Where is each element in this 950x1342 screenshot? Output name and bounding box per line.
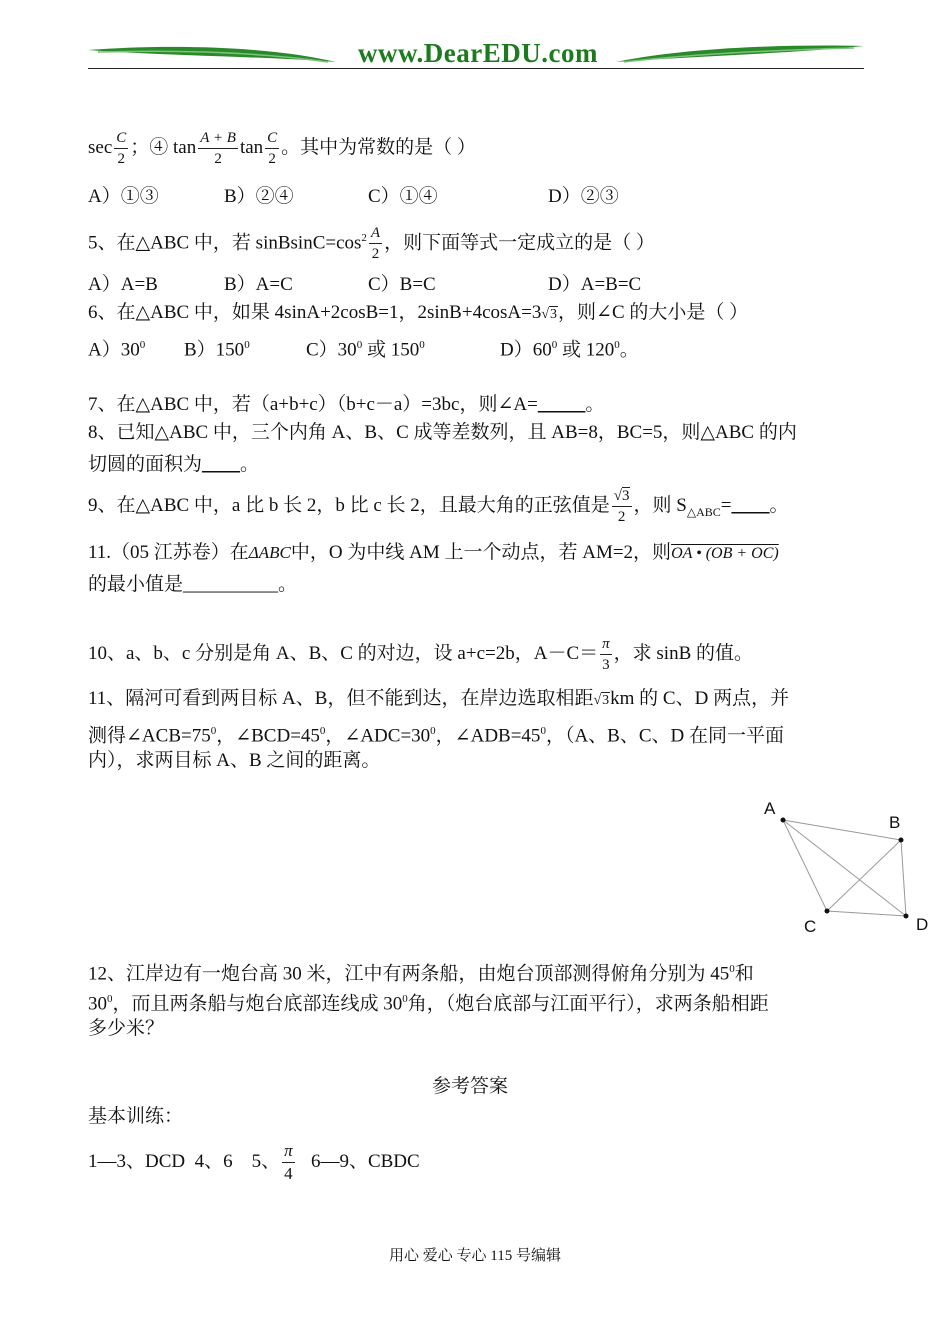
option: D）A=B=C <box>548 274 642 295</box>
page-footer: 用心 爱心 专心 115 号编辑 <box>389 1248 561 1264</box>
question-7: 7、在△ABC 中，若（a+b+c）（b+c－a）=3bc，则∠A=_____。 <box>88 394 605 415</box>
option: A）①③ <box>88 186 159 207</box>
sqrt-3: √3 <box>541 307 558 322</box>
question-10: 10、a、b、c 分别是角 A、B、C 的对边，设 a+c=2b，A－C＝ $\frac{\pi}{3}$ ，求 sinB 的值。 <box>88 636 754 674</box>
option: $B)150^0$ <box>184 339 250 361</box>
option: $A)30^0$ <box>88 339 146 361</box>
header-rule <box>88 68 864 69</box>
segment-bc <box>827 840 901 911</box>
q4-tail-line: sec $\frac{C}{2}$ ；④ tan $\frac{A + B}{2}$ tan $\frac{C}{2}$ 。其中为常数的是（ ） <box>88 130 476 168</box>
answer-blank: _____ <box>537 394 586 415</box>
option: B）A=C <box>224 274 293 295</box>
label-c: C <box>804 917 817 936</box>
fraction-c-over-2b: $\frac{C}{2}$ <box>267 130 278 168</box>
question-12-line3: 多少米？ <box>88 1018 165 1039</box>
answer-blank: __________ <box>183 574 279 595</box>
option: C）B=C <box>368 274 436 295</box>
question-12-line2: $30^0$，而且两条船与炮台底部连线成 $30^0$角，（炮台底部与江面平行），求两条船相距 <box>88 993 769 1015</box>
question-11b-line1: 11、隔河可看到两目标 A、B，但不能到达，在岸边选取相距√3km 的 C、D 两点，并 <box>88 686 789 714</box>
sqrt-3: √3 <box>593 693 610 708</box>
question-11a-line1: 11.（05 江苏卷）在ΔABC中，O 为中线 AM 上一个动点，若 AM=2，则OA • (OB + OC) <box>88 542 779 563</box>
option: C）①④ <box>368 186 438 207</box>
label-a: A <box>764 799 776 818</box>
leaf-swoosh-right-icon <box>614 42 864 68</box>
point-a <box>781 818 786 823</box>
segment-cd <box>827 911 906 916</box>
label-d: D <box>916 915 929 934</box>
fraction-sqrt3-over-2: $\frac{√3}{2}$ <box>613 488 630 526</box>
point-c <box>825 909 830 914</box>
segment-bd <box>901 840 906 916</box>
question-12-line1: 12、江岸边有一炮台高 30 米，江中有两条船，由炮台顶部测得俯角分别为 $45^0$和 <box>88 963 754 985</box>
geometry-figure <box>756 796 936 938</box>
question-9: 9、在△ABC 中，a 比 b 长 2，b 比 c 长 2，且最大角的正弦值是 $\frac{√3}{2}$ ，则 $S_{\triangle ABC}=\_\_\_\_$。 <box>88 488 789 526</box>
answers-title: 参考答案 <box>432 1076 509 1097</box>
option: A）A=B <box>88 274 158 295</box>
point-d <box>904 914 909 919</box>
label-b: B <box>889 813 901 832</box>
question-11a-line2: 的最小值是__________。 <box>88 574 298 595</box>
option: $C)30^0$ 或 $150^0$ <box>306 339 425 361</box>
option: D）②③ <box>548 186 619 207</box>
fraction-a-plus-b-over-2: $\frac{A + B}{2}$ <box>200 130 236 168</box>
question-8-line2: 切圆的面积为____。 <box>88 454 260 475</box>
header-banner <box>88 36 864 72</box>
fraction-a-over-2: $\frac{A}{2}$ <box>370 225 381 263</box>
option: B）②④ <box>224 186 294 207</box>
point-b <box>899 838 904 843</box>
question-11b-line3: 内），求两目标 A、B 之间的距离。 <box>88 750 381 771</box>
question-6: 6、在△ABC 中，如果 4sinA+2cosB=1，2sinB+4cosA=3√3，则∠C 的大小是（ ） <box>88 300 748 328</box>
option: $D)60^0$ 或 $120^0$。 <box>500 339 639 361</box>
answer-blank: ____ <box>202 454 241 475</box>
segment-ac <box>783 820 827 911</box>
leaf-swoosh-left-icon <box>88 42 338 68</box>
site-name: www.DearEDU.com <box>358 38 598 68</box>
segment-ab <box>783 820 901 840</box>
question-5: 5、在△ABC 中，若 $sinBsinC=\cos^2$ $\frac{A}{2}$ ，则下面等式一定成立的是（ ） <box>88 225 655 263</box>
fraction-c-over-2: $\frac{C}{2}$ <box>116 130 127 168</box>
vector-expression: OA • (OB + OC) <box>671 545 779 562</box>
fraction-pi-over-4: $\frac{\pi}{4}$ <box>284 1141 293 1184</box>
question-8-line1: 8、已知△ABC 中，三个内角 A、B、C 成等差数列，且 AB=8，BC=5，则△ABC 的内 <box>88 422 797 443</box>
fraction-pi-over-3: $\frac{\pi}{3}$ <box>602 636 610 674</box>
answer-blank: ____ <box>731 495 770 516</box>
segment-ad <box>783 820 906 916</box>
answers-basic-label: 基本训练： <box>88 1106 184 1127</box>
answers-list: 1—3、DCD 4、6 5、 $\frac{\pi}{4}$ 6—9、CBDC <box>88 1141 420 1184</box>
question-11b-line2: 测得$\angle ACB=75^0$，$\angle BCD=45^0$，$\angle ADC=30^0$，$\angle ADB=45^0$，（A、B、C、D 在同一平面 <box>88 725 784 747</box>
